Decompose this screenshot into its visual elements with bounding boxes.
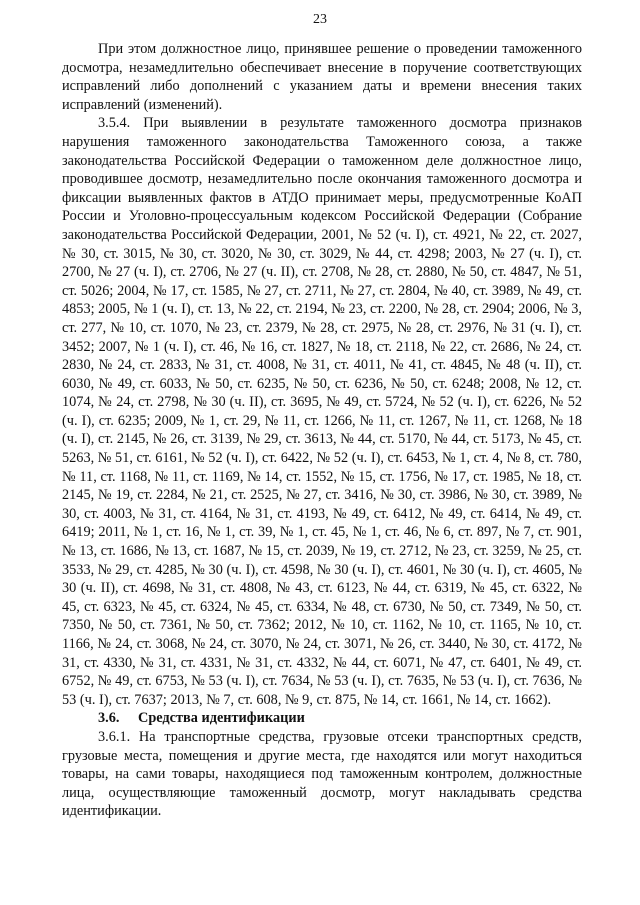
paragraph-3-5-4: 3.5.4. При выявлении в результате таможенного досмотра признаков нарушения таможенного законодательства Таможенного союза, а также законодательства Российской Федерации о таможенном деле должностное лицо, проводившее досмотр, незамедлительно после окончания таможенного досмотра и фиксации выявленных фактов в АТДО принимает меры, предусмотренные КоАП России и Уголовно-процессуальным кодексом Российской Федерации (Собрание законодательства Российской Федерации, 2001, № 52 (ч. I), ст. 4921, № 22, ст. 2027, № 30, ст. 3015, № 30, ст. 3020, № 30, ст. 3029, № 44, ст. 4298; 2003, № 27 (ч. I), ст. 2700, № 27 (ч. I), ст. 2706, № 27 (ч. II), ст. 2708, № 28, ст. 2880, № 50, ст. 4847, № 51, ст. 5026; 2004, № 17, ст. 1585, № 27, ст. 2711, № 27, ст. 2804, № 40, ст. 3989, № 49, ст. 4853; 2005, № 1 (ч. I), ст. 13, № 22, ст. 2194, № 23, ст. 2200, № 28, ст. 2904; 2006, № 3, ст. 277, № 10, ст. 1070, № 23, ст. 2379, № 28, ст. 2975, № 28, ст. 2976, № 31 (ч. I), ст. 3452; 2007, № 1 (ч. I), ст. 46, № 16, ст. 1827, № 18, ст. 2118, № 22, ст. 2686, № 24, ст. 2830, № 24, ст. 2833, № 31, ст. 4008, № 31, ст. 4011, № 41, ст. 4845, № 48 (ч. II), ст. 6030, № 49, ст. 6033, № 50, ст. 6235, № 50, ст. 6236, № 50, ст. 6248; 2008, № 12, ст. 1074, № 24, ст. 2798, № 30 (ч. II), ст. 3695, № 49, ст. 5724, № 52 (ч. I), ст. 6226, № 52 (ч. I), ст. 6235; 2009, № 1, ст. 29, № 11, ст. 1266, № 11, ст. 1267, № 11, ст. 1268, № 18 (ч. I), ст. 2145, № 26, ст. 3139, № 29, ст. 3613, № 44, ст. 5170, № 44, ст. 5173, № 45, ст. 5263, № 51, ст. 6161, № 52 (ч. I), ст. 6422, № 52 (ч. I), ст. 6453, № 1, ст. 4, № 8, ст. 780, № 11, ст. 1168, № 11, ст. 1169, № 14, ст. 1552, № 15, ст. 1756, № 17, ст. 1985, № 18, ст. 2145, № 19, ст. 2284, № 21, ст. 2525, № 27, ст. 3416, № 30, ст. 3986, № 30, ст. 3989, № 30, ст. 4003, № 31, ст. 4164, № 31, ст. 4193, № 49, ст. 6412, № 49, ст. 6414, № 49, ст. 6419; 2011, № 1, ст. 16, № 1, ст. 39, № 1, ст. 45, № 1, ст. 46, № 6, ст. 897, № 7, ст. 901, № 13, ст. 1686, № 13, ст. 1687, № 15, ст. 2039, № 19, ст. 2712, № 23, ст. 3259, № 25, ст. 3533, № 29, ст. 4285, № 30 (ч. I), ст. 4598, № 30 (ч. I), ст. 4601, № 30 (ч. I), ст. 4605, № 30 (ч. II), ст. 4698, № 31, ст. 4808, № 43, ст. 6123, № 44, ст. 6319, № 45, ст. 6322, № 45, ст. 6323, № 45, ст. 6324, № 45, ст. 6334, № 48, ст. 6730, № 50, ст. 7349, № 50, ст. 7350, № 50, ст. 7361, № 50, ст. 7362; 2012, № 10, ст. 1162, № 10, ст. 1165, № 10, ст. 1166, № 24, ст. 3068, № 24, ст. 3070, № 24, ст. 3071, № 26, ст. 3440, № 30, ст. 4172, № 31, ст. 4330, № 31, ст. 4331, № 31, ст. 4332, № 44, ст. 6071, № 47, ст. 6401, № 49, ст. 6752, № 49, ст. 6753, № 53 (ч. I), ст. 7634, № 53 (ч. I), ст. 7635, № 53 (ч. I), ст. 7636, № 53 (ч. I), ст. 7637; 2013, № 7, ст. 608, № 9, ст. 875, № 14, ст. 1661, № 14, ст. 1662). bbox=[62, 115, 582, 708]
section-number: 3.6. bbox=[98, 710, 120, 727]
paragraph-correction-notice: При этом должностное лицо, принявшее решение о проведении таможенного досмотра, незамедлительно обеспечивает внесение в поручение соответствующих исправлений либо дополнений с указанием даты и времени внесения таких исправлений (изменений). bbox=[62, 41, 582, 113]
page-number: 23 bbox=[313, 12, 327, 27]
paragraph-3-6-1: 3.6.1. На транспортные средства, грузовые отсеки транспортных средств, грузовые места, помещения и другие места, где находятся или могут находиться товары, на сами товары, находящиеся под таможенным контролем, должностные лица, осуществляющие таможенный досмотр, могут накладывать средства идентификации. bbox=[62, 728, 582, 820]
section-heading-3-6 bbox=[62, 709, 582, 728]
document-body bbox=[62, 40, 582, 821]
section-title: Средства идентификации bbox=[138, 710, 305, 727]
